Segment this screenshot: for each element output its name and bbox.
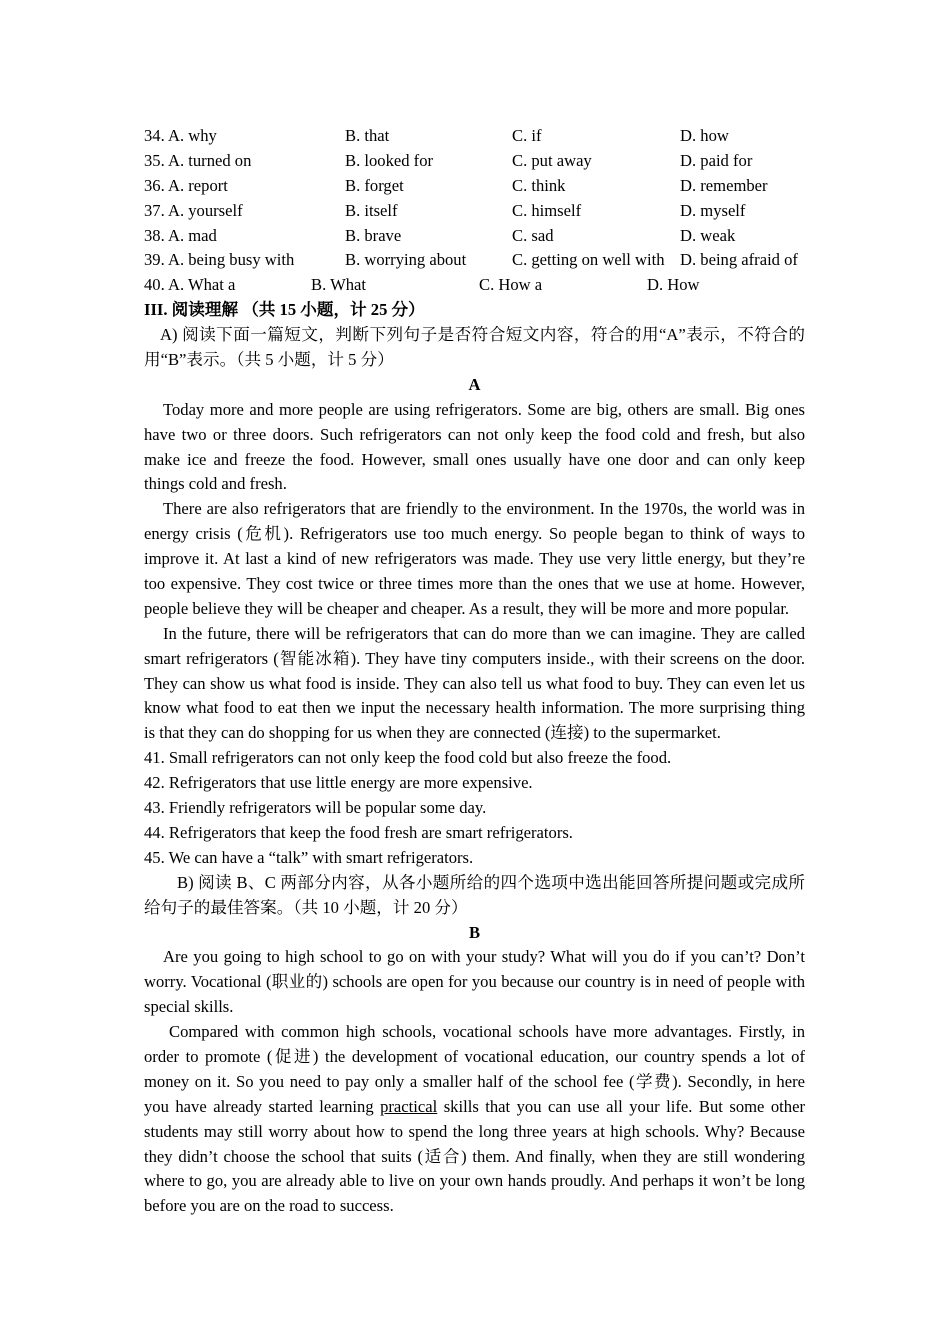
instruction-line: 给句子的最佳答案。（共 10 小题，计 20 分）	[144, 897, 468, 917]
option-row	[144, 224, 805, 249]
passage-b	[144, 945, 805, 1219]
passage-line: know what food to eat then we input the necessary health information. The more surprising thing	[144, 698, 805, 718]
page-content	[144, 124, 805, 1219]
option-b: B. worrying about	[345, 250, 467, 270]
question-number: 34.	[144, 126, 165, 145]
question-item: 45. We can have a “talk” with smart refrigerators.	[144, 847, 474, 867]
part-a-instructions	[144, 323, 805, 373]
passage-line: they didn’t choose the school that suits (适合) them. And finally, when they are still wondering	[144, 1146, 805, 1166]
passage-line: special skills.	[144, 997, 234, 1017]
option-a-text: A. being busy with	[167, 250, 295, 270]
line-text: skills that you can use all your life. But some other	[437, 1096, 805, 1116]
question-number: 38.	[144, 225, 165, 245]
option-c: C. getting on well with	[512, 250, 665, 270]
option-a-text: A. turned on	[167, 150, 252, 170]
passage-a	[144, 398, 805, 746]
cloze-options	[144, 124, 805, 298]
option-b: B. itself	[345, 200, 398, 220]
option-row	[144, 199, 805, 224]
option-b: B. What	[311, 275, 366, 295]
option-c: C. if	[512, 126, 542, 145]
option-d: D. How	[647, 275, 700, 295]
question-item: 43. Friendly refrigerators will be popular some day.	[144, 798, 487, 818]
option-row	[144, 273, 805, 298]
passage-line: They can show us what food is inside. They can also tell us what food to buy. They can even let us	[144, 673, 805, 693]
question-number: 35.	[144, 150, 165, 170]
question-number: 36.	[144, 175, 165, 195]
passage-line	[144, 1095, 805, 1120]
passage-a-heading: A	[468, 374, 481, 394]
question-item: 42. Refrigerators that use little energy are more expensive.	[144, 773, 533, 793]
option-d: D. being afraid of	[680, 250, 798, 270]
option-a	[144, 248, 345, 273]
passage-line: order to promote (促进) the development of vocational education, our country spends a lot of	[144, 1046, 805, 1066]
passage-paragraph	[144, 945, 805, 1020]
option-a-text: A. What a	[167, 275, 236, 295]
question-number: 39.	[144, 250, 165, 270]
option-b: B. that	[345, 126, 390, 145]
question-number: 37.	[144, 200, 165, 220]
option-row	[144, 174, 805, 199]
passage-paragraph	[144, 622, 805, 746]
option-b: B. looked for	[345, 150, 434, 170]
option-c: C. sad	[512, 225, 554, 245]
passage-line: Are you going to high school to go on with your study? What will you do if you can’t? Don’t	[163, 947, 805, 967]
option-b: B. forget	[345, 175, 404, 195]
instruction-line: B) 阅读 B、C 两部分内容，从各小题所给的四个选项中选出能回答所提问题或完成所	[177, 872, 805, 892]
passage-line: things cold and fresh.	[144, 474, 287, 494]
question-item: 44. Refrigerators that keep the food fresh are smart refrigerators.	[144, 822, 573, 842]
passage-line: before you are on the road to success.	[144, 1196, 394, 1216]
option-a-text: A. mad	[167, 225, 217, 245]
option-c: C. How a	[479, 275, 543, 295]
passage-line: worry. Vocational (职业的) schools are open for you because our country is in need of people with	[144, 972, 805, 992]
passage-line: make ice and freeze the food. However, small ones usually have one door and can only keep	[144, 449, 805, 469]
option-a	[144, 149, 345, 174]
passage-line: have two or three doors. Such refrigerators can not only keep the food cold and fresh, but also	[144, 424, 805, 444]
passage-line: students may still worry about how to spend the long three years at high schools. Why? Because	[144, 1121, 805, 1141]
passage-line: energy crisis (危机). Refrigerators use too much energy. So people began to think of ways to	[144, 524, 805, 544]
option-a-text: A. yourself	[167, 200, 243, 220]
passage-paragraph	[144, 398, 805, 498]
option-a	[144, 224, 345, 249]
section-title: III. 阅读理解 （共 15 小题，计 25 分）	[144, 300, 425, 320]
option-c: C. think	[512, 175, 566, 195]
option-a-text: A. why	[167, 126, 217, 145]
passage-line: In the future, there will be refrigerators that can do more than we can imagine. They are called	[163, 623, 805, 643]
option-d: D. weak	[680, 225, 736, 245]
option-a	[144, 273, 311, 298]
option-a	[144, 124, 345, 149]
option-c: C. put away	[512, 150, 592, 170]
line-text: you have already started learning	[144, 1096, 381, 1116]
option-b: B. brave	[345, 225, 402, 245]
passage-line: Compared with common high schools, vocational schools have more advantages. Firstly, in	[169, 1022, 805, 1042]
question-number: 40.	[144, 275, 165, 295]
instruction-line: 用“B”表示。（共 5 小题，计 5 分）	[144, 350, 394, 370]
option-c: C. himself	[512, 200, 582, 220]
passage-line: There are also refrigerators that are friendly to the environment. In the 1970s, the world was in	[163, 499, 805, 519]
true-false-questions	[144, 746, 805, 870]
option-d: D. paid for	[680, 150, 753, 170]
passage-line: too expensive. They cost twice or three times more than the ones that we use at home. However,	[144, 574, 805, 594]
passage-paragraph	[144, 497, 805, 621]
option-a	[144, 174, 345, 199]
option-row	[144, 248, 805, 273]
passage-line: where to go, you are already able to live on your own hands proudly. And perhaps it won’t be long	[144, 1171, 805, 1191]
option-d: D. myself	[680, 200, 746, 220]
option-a	[144, 199, 345, 224]
option-row	[144, 149, 805, 174]
option-d: D. remember	[680, 175, 768, 195]
part-b-instructions	[144, 871, 805, 921]
instruction-line: A) 阅读下面一篇短文，判断下列句子是否符合短文内容，符合的用“A”表示，不符合的	[160, 325, 805, 345]
passage-line: Today more and more people are using refrigerators. Some are big, others are small. Big ones	[163, 399, 805, 419]
option-d: D. how	[680, 126, 729, 145]
option-row	[144, 124, 805, 149]
passage-line: smart refrigerators (智能冰箱). They have tiny computers inside., with their screens on the door.	[144, 648, 805, 668]
question-item: 41. Small refrigerators can not only keep the food cold but also freeze the food.	[144, 748, 672, 768]
passage-line: people believe they will be cheaper and cheaper. As a result, they will be more and more popular.	[144, 598, 790, 618]
underlined-word: practical	[380, 1096, 438, 1116]
passage-line: money on it. So you need to pay only a smaller half of the school fee (学费). Secondly, in here	[144, 1071, 805, 1091]
passage-b-heading: B	[468, 922, 481, 942]
passage-line: improve it. At last a kind of new refrigerators was made. They use very little energy, but they’re	[144, 549, 805, 569]
passage-line: is that they can do shopping for us when they are connected (连接) to the supermarket.	[144, 723, 721, 743]
passage-paragraph	[144, 1020, 805, 1219]
option-a-text: A. report	[167, 175, 228, 195]
